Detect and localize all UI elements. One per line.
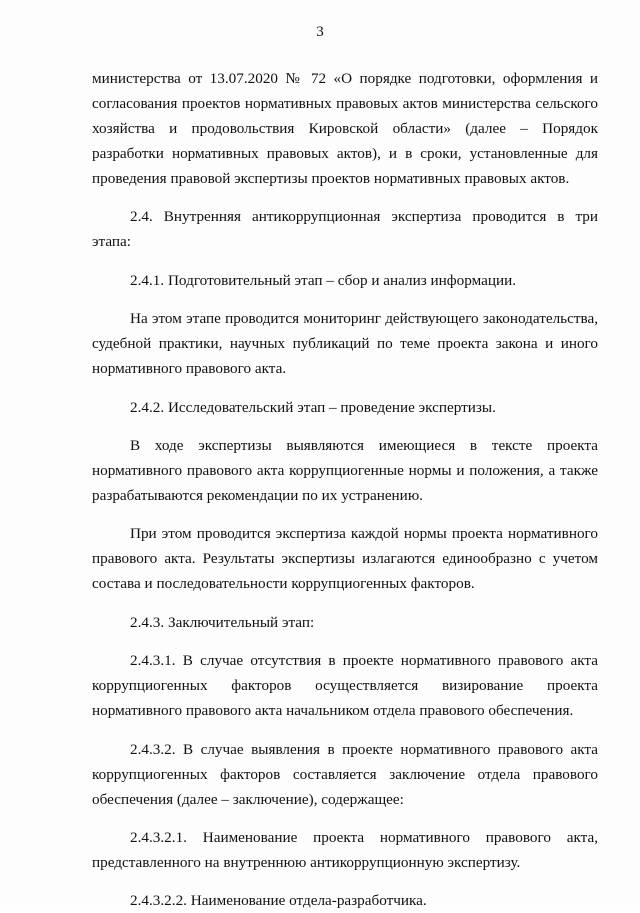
text-line: 2.4.3.2.2. Наименование отдела-разработчика. (130, 892, 427, 910)
text-line: хозяйства и продовольствия Кировской области» (далее – Порядок (92, 120, 598, 137)
text-line: разработки нормативных правовых актов), и в сроки, установленные для (92, 145, 598, 162)
text-line: 2.4.1. Подготовительный этап – сбор и анализ информации. (130, 271, 517, 289)
text-line: этапа: (92, 233, 131, 251)
paragraph (92, 433, 598, 508)
text-line: правового акта. Результаты экспертизы излагаются единообразно с учетом (92, 550, 598, 568)
text-line: 2.4.3.1. В случае отсутствия в проекте нормативного правового акта (130, 652, 598, 670)
page-number: 3 (316, 24, 324, 40)
paragraph (92, 737, 598, 812)
text-line: состава и последовательности коррупциогенных факторов. (92, 575, 475, 593)
text-line: 2.4.3.2.1. Наименование проекта нормативного правового акта, (130, 828, 598, 846)
document-body (92, 66, 598, 913)
text-line: коррупциогенных факторов составляется заключение отдела правового (92, 765, 598, 783)
paragraph (92, 395, 598, 420)
text-line: согласования проектов нормативных правовых актов министерства сельского (92, 95, 598, 112)
paragraph (92, 521, 598, 596)
paragraph (92, 825, 598, 875)
text-line: В ходе экспертизы выявляются имеющиеся в тексте проекта (130, 436, 598, 454)
text-line: разрабатываются рекомендации по их устранению. (92, 486, 423, 504)
paragraph (92, 610, 598, 635)
paragraph (92, 268, 598, 293)
text-line: нормативного правового акта. (92, 360, 287, 378)
text-line: проведения правовой экспертизы проектов нормативных правовых актов. (92, 170, 570, 187)
text-line: При этом проводится экспертиза каждой нормы проекта нормативного (130, 525, 598, 543)
text-line: нормативного правового акта коррупциогенные нормы и положения, а также (92, 461, 598, 479)
paragraph (92, 306, 598, 381)
text-line: 2.4.2. Исследовательский этап – проведение экспертизы. (130, 398, 496, 416)
text-line: представленного на внутреннюю антикоррупционную экспертизу. (92, 853, 521, 871)
text-line: министерства от 13.07.2020 № 72 «О порядке подготовки, оформления и (92, 70, 598, 87)
paragraph (92, 66, 598, 191)
text-line: нормативного правового акта начальником отдела правового обеспечения. (92, 702, 574, 720)
text-line: 2.4. Внутренняя антикоррупционная экспертиза проводится в три (130, 208, 598, 226)
text-line: судебной практики, научных публикаций по теме проекта закона и иного (92, 335, 598, 353)
text-line: На этом этапе проводится мониторинг действующего законодательства, (130, 310, 598, 328)
text-line: 2.4.3.2. В случае выявления в проекте нормативного правового акта (130, 740, 598, 758)
paragraph (92, 648, 598, 723)
paragraph (92, 204, 598, 254)
paragraph (92, 888, 598, 913)
text-line: обеспечения (далее – заключение), содержащее: (92, 790, 404, 808)
text-line: 2.4.3. Заключительный этап: (130, 613, 315, 631)
text-line: коррупциогенных факторов осуществляется визирование проекта (92, 677, 598, 695)
